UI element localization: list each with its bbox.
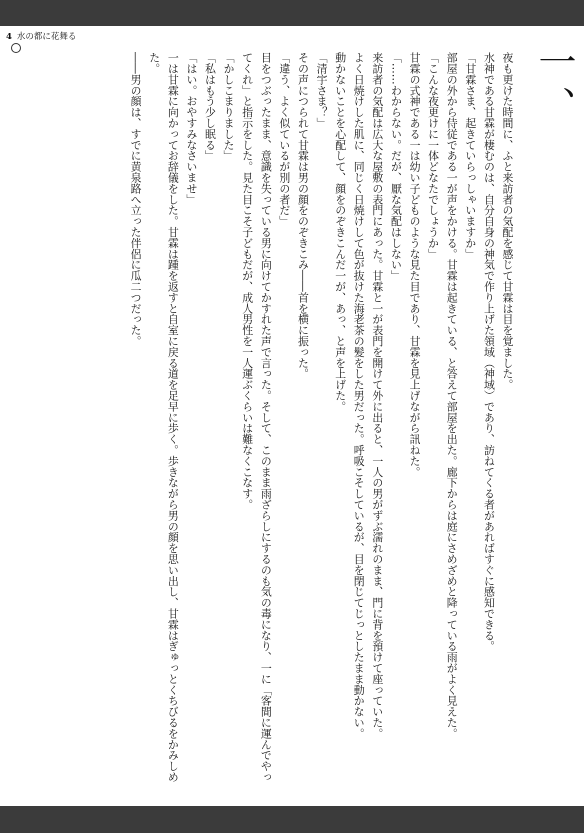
paragraph: 「違う、よく似ているが別の者だ」 [277, 52, 291, 227]
paragraph: 水神である甘霖が棲むのは、自分自身の神気で作り上げた領域（神域）であり、訪ねてくる者があればすぐに感知できる。 [482, 52, 496, 652]
paragraph: 「甘霖さま、起きていらっしゃいますか」 [463, 52, 477, 260]
paragraph: 「こんな夜更けに一体どなたでしょうか」 [426, 52, 440, 260]
paragraph: 目をつぶったまま、意識を失っている男に向けてかすれた声で言った。そして、このまま雨ざらしにするのも気の毒になり、一に「客間に運んでやってくれ」と指示をした。見た目こそ子どもだが、成人男性を一人運ぶくらいは難なくこなす。 [240, 52, 273, 783]
book-title: 水の都に花舞る [16, 32, 77, 42]
top-toolbar [0, 0, 584, 26]
paragraph: 動かないことを心配して、顔をのぞきこんだ一が、あっ、と声を上げた。 [333, 52, 347, 412]
running-header [6, 30, 76, 44]
paragraph: 夜も更けた時間に、ふと来訪者の気配を感じて甘霖は目を覚ました。 [501, 52, 514, 390]
paragraph: 「私はもう少し眠る」 [203, 52, 217, 161]
chapter-title: 一、 [532, 42, 576, 130]
book-page [0, 26, 584, 806]
paragraph: 甘霖の式神である一は幼い子どものような見た目であり、甘霖を見上げながら訊ねた。 [408, 52, 422, 478]
paragraph: 部屋の外から侍従である一が声をかける。甘霖は起きている、と答えて部屋を出た。廊下からは庭にさめざめと降っている雨がよく見えた。 [445, 52, 459, 739]
paragraph: その声につられて甘霖は男の顔をのぞきこみ――首を横に振った。 [296, 52, 310, 379]
circle-mark-icon [11, 43, 21, 53]
paragraph: 一は甘霖に向かってお辞儀をした。甘霖は踵を返すと自室に戻る道を足早に歩く。歩きながら男の顔を思い出し、甘霖はぎゅっとくちびるをかみしめた。 [147, 52, 180, 783]
paragraph: 来訪者の気配は広大な屋敷の表門にあった。甘霖と一が表門を開けて外に出ると、一人の男がずぶ濡れのまま、門に背を預けて座っていた。 [370, 52, 384, 739]
paragraph: よく日焼けした肌に、同じく日焼けして色が抜けた海老茶の髪をした男だった。呼吸こそしているが、目を閉じてじっとしたまま動かない。 [352, 52, 366, 739]
paragraph: ――男の顔は、すでに黄泉路へ立った伴侶に瓜二つだった。 [129, 52, 143, 347]
body-text [84, 52, 516, 792]
bottom-toolbar [0, 806, 584, 833]
paragraph: 「……わからない。だが、厭な気配はしない」 [389, 52, 403, 281]
page-number: 4 [6, 32, 12, 42]
paragraph: 「かしこまりました」 [222, 52, 236, 161]
paragraph: 「清宇さま？」 [315, 52, 329, 129]
paragraph: 「はい。おやすみなさいませ」 [184, 52, 198, 205]
